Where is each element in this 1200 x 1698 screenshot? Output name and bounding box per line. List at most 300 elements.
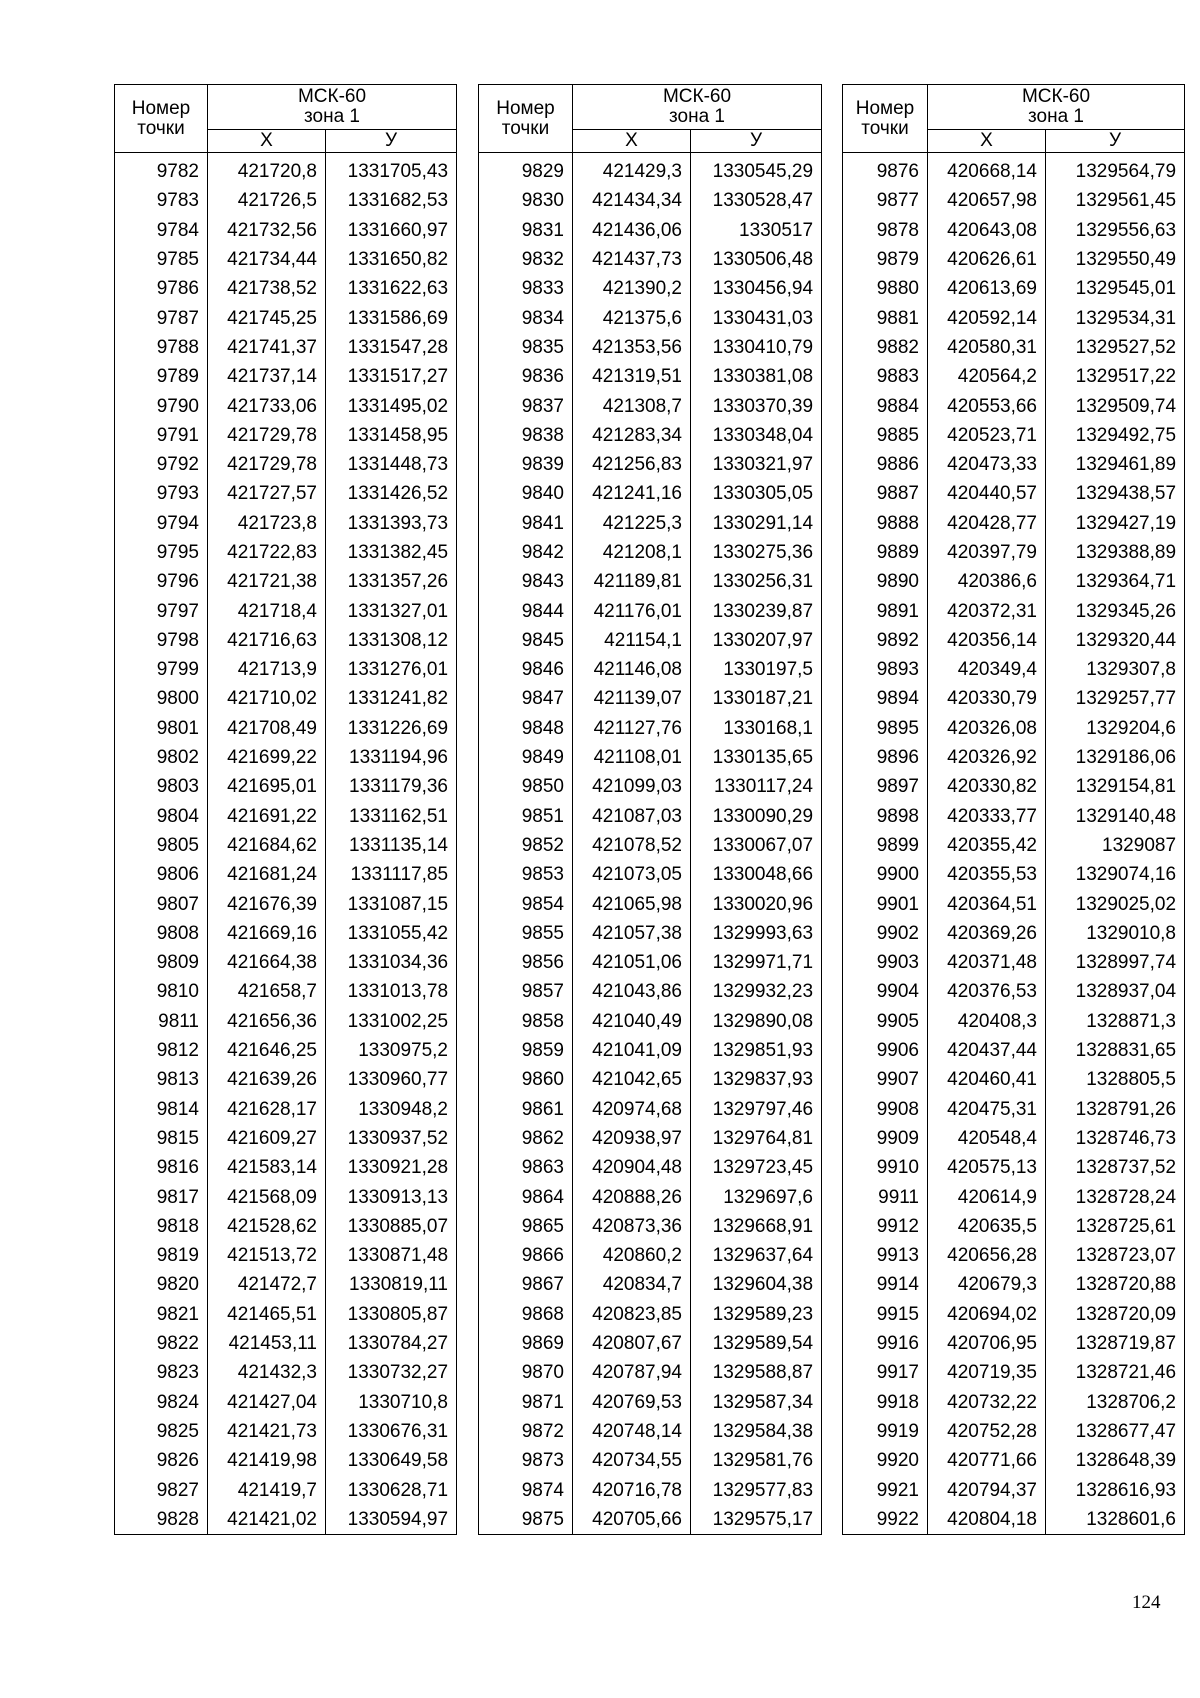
- x-coordinate-cell: 421099,03: [573, 772, 691, 801]
- x-coordinate-cell: 421051,06: [573, 948, 691, 977]
- coordinate-system-name: МСК-60: [1021, 86, 1091, 107]
- point-number-cell: 9902: [843, 919, 928, 948]
- y-coordinate-cell: 1331226,69: [326, 714, 457, 743]
- y-coordinate-cell: 1329584,38: [691, 1417, 822, 1446]
- y-coordinate-cell: 1331276,01: [326, 655, 457, 684]
- point-number-cell: 9807: [115, 889, 208, 918]
- y-header: У: [1046, 130, 1185, 153]
- point-number-header: Номер точки: [479, 85, 573, 153]
- y-coordinate-cell: 1329025,02: [1046, 889, 1185, 918]
- table-row: [115, 860, 457, 889]
- x-coordinate-cell: 420668,14: [928, 157, 1046, 186]
- table-row: [479, 596, 822, 625]
- y-coordinate-cell: 1331194,96: [326, 743, 457, 772]
- point-number-header: Номер точки: [843, 85, 928, 153]
- table-row: [115, 1329, 457, 1358]
- x-coordinate-cell: 421513,72: [208, 1241, 326, 1270]
- point-number-cell: 9912: [843, 1212, 928, 1241]
- table-row: [843, 596, 1185, 625]
- table-row: [843, 714, 1185, 743]
- x-coordinate-cell: 420349,4: [928, 655, 1046, 684]
- point-number-cell: 9898: [843, 802, 928, 831]
- point-number-cell: 9906: [843, 1036, 928, 1065]
- y-coordinate-cell: 1329723,45: [691, 1153, 822, 1182]
- point-number-cell: 9890: [843, 567, 928, 596]
- table-row: [479, 714, 822, 743]
- table-row: [479, 333, 822, 362]
- y-coordinate-cell: 1330913,13: [326, 1182, 457, 1211]
- y-coordinate-cell: 1330960,77: [326, 1065, 457, 1094]
- point-number-cell: 9913: [843, 1241, 928, 1270]
- x-coordinate-cell: 421699,22: [208, 743, 326, 772]
- point-number-header: Номер точки: [115, 85, 208, 153]
- x-coordinate-cell: 420408,3: [928, 1007, 1046, 1036]
- table-row: [479, 1505, 822, 1535]
- table-row: [115, 1212, 457, 1241]
- y-coordinate-cell: 1331308,12: [326, 626, 457, 655]
- y-coordinate-cell: 1331660,97: [326, 216, 457, 245]
- table-row: [115, 1095, 457, 1124]
- y-coordinate-cell: 1330370,39: [691, 391, 822, 420]
- y-coordinate-cell: 1331426,52: [326, 479, 457, 508]
- point-number-cell: 9862: [479, 1124, 573, 1153]
- x-coordinate-cell: 421676,39: [208, 889, 326, 918]
- table-row: [843, 362, 1185, 391]
- x-coordinate-cell: 421722,83: [208, 538, 326, 567]
- table-row: [479, 1153, 822, 1182]
- table-row: [479, 1446, 822, 1475]
- x-coordinate-cell: 421225,3: [573, 509, 691, 538]
- x-coordinate-cell: 421139,07: [573, 684, 691, 713]
- y-coordinate-cell: 1328601,6: [1046, 1505, 1185, 1535]
- point-number-cell: 9876: [843, 157, 928, 186]
- point-number-cell: 9897: [843, 772, 928, 801]
- table-row: [115, 889, 457, 918]
- point-number-cell: 9806: [115, 860, 208, 889]
- point-number-cell: 9873: [479, 1446, 573, 1475]
- point-number-cell: 9903: [843, 948, 928, 977]
- x-coordinate-cell: 421727,57: [208, 479, 326, 508]
- table-row: [115, 157, 457, 186]
- point-number-cell: 9885: [843, 421, 928, 450]
- y-coordinate-cell: 1329087: [1046, 831, 1185, 860]
- y-coordinate-cell: 1330020,96: [691, 889, 822, 918]
- point-number-cell: 9782: [115, 157, 208, 186]
- x-coordinate-cell: 421664,38: [208, 948, 326, 977]
- table-row: [479, 1182, 822, 1211]
- table-row: [843, 538, 1185, 567]
- x-coordinate-cell: 420386,6: [928, 567, 1046, 596]
- point-number-cell: 9824: [115, 1387, 208, 1416]
- point-number-cell: 9795: [115, 538, 208, 567]
- x-coordinate-cell: 421073,05: [573, 860, 691, 889]
- x-coordinate-cell: 421729,78: [208, 450, 326, 479]
- x-coordinate-cell: 420804,18: [928, 1505, 1046, 1535]
- table-row: [479, 1095, 822, 1124]
- table-row: [115, 274, 457, 303]
- x-coordinate-cell: 421695,01: [208, 772, 326, 801]
- point-number-cell: 9810: [115, 977, 208, 1006]
- y-coordinate-cell: 1330517: [691, 216, 822, 245]
- point-number-cell: 9915: [843, 1300, 928, 1329]
- x-coordinate-cell: 421353,56: [573, 333, 691, 362]
- x-coordinate-cell: 420626,61: [928, 245, 1046, 274]
- y-coordinate-cell: 1330456,94: [691, 274, 822, 303]
- point-number-cell: 9841: [479, 509, 573, 538]
- table-row: [115, 743, 457, 772]
- table-row: [843, 303, 1185, 332]
- x-coordinate-cell: 421465,51: [208, 1300, 326, 1329]
- x-coordinate-cell: 421628,17: [208, 1095, 326, 1124]
- y-coordinate-cell: 1330710,8: [326, 1387, 457, 1416]
- point-number-cell: 9811: [115, 1007, 208, 1036]
- point-number-cell: 9863: [479, 1153, 573, 1182]
- table-row: [479, 567, 822, 596]
- x-coordinate-cell: 421421,73: [208, 1417, 326, 1446]
- x-coordinate-cell: 420575,13: [928, 1153, 1046, 1182]
- x-coordinate-cell: 421390,2: [573, 274, 691, 303]
- x-coordinate-cell: 420752,28: [928, 1417, 1046, 1446]
- point-number-cell: 9855: [479, 919, 573, 948]
- table-row: [843, 919, 1185, 948]
- table-row: [115, 1387, 457, 1416]
- table-row: [843, 186, 1185, 215]
- table-row: [479, 684, 822, 713]
- table-row: [115, 1475, 457, 1504]
- table-row: [115, 1300, 457, 1329]
- y-coordinate-cell: 1330628,71: [326, 1475, 457, 1504]
- x-coordinate-cell: 420706,95: [928, 1329, 1046, 1358]
- point-number-cell: 9918: [843, 1387, 928, 1416]
- table-row: [115, 1505, 457, 1535]
- point-number-cell: 9847: [479, 684, 573, 713]
- y-coordinate-cell: 1329257,77: [1046, 684, 1185, 713]
- y-coordinate-cell: 1329461,89: [1046, 450, 1185, 479]
- y-coordinate-cell: 1329575,17: [691, 1505, 822, 1535]
- x-coordinate-cell: 421669,16: [208, 919, 326, 948]
- x-coordinate-cell: 420748,14: [573, 1417, 691, 1446]
- y-coordinate-cell: 1329637,64: [691, 1241, 822, 1270]
- x-coordinate-cell: 421732,56: [208, 216, 326, 245]
- y-coordinate-cell: 1329764,81: [691, 1124, 822, 1153]
- table-row: [115, 1241, 457, 1270]
- table-row: [115, 1417, 457, 1446]
- table-row: [843, 802, 1185, 831]
- y-coordinate-cell: 1331013,78: [326, 977, 457, 1006]
- table-body: [115, 157, 457, 1534]
- y-coordinate-cell: 1328728,24: [1046, 1182, 1185, 1211]
- x-coordinate-cell: 421043,86: [573, 977, 691, 1006]
- x-coordinate-cell: 421741,37: [208, 333, 326, 362]
- table-row: [115, 772, 457, 801]
- y-coordinate-cell: 1330187,21: [691, 684, 822, 713]
- table-row: [479, 1329, 822, 1358]
- table-row: [115, 509, 457, 538]
- point-number-cell: 9789: [115, 362, 208, 391]
- y-coordinate-cell: 1329545,01: [1046, 274, 1185, 303]
- x-coordinate-cell: 421658,7: [208, 977, 326, 1006]
- x-coordinate-cell: 421745,25: [208, 303, 326, 332]
- point-number-cell: 9908: [843, 1095, 928, 1124]
- point-number-cell: 9904: [843, 977, 928, 1006]
- x-coordinate-cell: 420823,85: [573, 1300, 691, 1329]
- x-coordinate-cell: 420326,92: [928, 743, 1046, 772]
- y-coordinate-cell: 1329588,87: [691, 1358, 822, 1387]
- table-row: [843, 626, 1185, 655]
- point-number-cell: 9840: [479, 479, 573, 508]
- table-row: [843, 1095, 1185, 1124]
- x-coordinate-cell: 421256,83: [573, 450, 691, 479]
- point-number-cell: 9842: [479, 538, 573, 567]
- x-coordinate-cell: 420657,98: [928, 186, 1046, 215]
- table-row: [479, 1475, 822, 1504]
- table-row: [479, 772, 822, 801]
- point-number-cell: 9909: [843, 1124, 928, 1153]
- table-row: [115, 567, 457, 596]
- y-coordinate-cell: 1330135,65: [691, 743, 822, 772]
- x-coordinate-cell: 420356,14: [928, 626, 1046, 655]
- y-coordinate-cell: 1330117,24: [691, 772, 822, 801]
- point-number-cell: 9911: [843, 1182, 928, 1211]
- y-coordinate-cell: 1329561,45: [1046, 186, 1185, 215]
- table-body: [843, 157, 1185, 1534]
- y-coordinate-cell: 1331705,43: [326, 157, 457, 186]
- y-coordinate-cell: 1330506,48: [691, 245, 822, 274]
- table-row: [479, 538, 822, 567]
- point-number-cell: 9836: [479, 362, 573, 391]
- point-number-cell: 9802: [115, 743, 208, 772]
- point-number-cell: 9801: [115, 714, 208, 743]
- x-coordinate-cell: 420355,53: [928, 860, 1046, 889]
- y-coordinate-cell: 1330168,1: [691, 714, 822, 743]
- point-number-cell: 9792: [115, 450, 208, 479]
- point-number-cell: 9921: [843, 1475, 928, 1504]
- point-number-cell: 9867: [479, 1270, 573, 1299]
- point-number-cell: 9834: [479, 303, 573, 332]
- y-coordinate-cell: 1331622,63: [326, 274, 457, 303]
- point-number-cell: 9881: [843, 303, 928, 332]
- table-row: [843, 684, 1185, 713]
- point-number-cell: 9843: [479, 567, 573, 596]
- y-coordinate-cell: 1329890,08: [691, 1007, 822, 1036]
- x-coordinate-cell: 420371,48: [928, 948, 1046, 977]
- y-coordinate-cell: 1330067,07: [691, 831, 822, 860]
- point-number-cell: 9826: [115, 1446, 208, 1475]
- table-row: [115, 1270, 457, 1299]
- table-row: [843, 1153, 1185, 1182]
- point-number-cell: 9916: [843, 1329, 928, 1358]
- point-number-cell: 9861: [479, 1095, 573, 1124]
- x-coordinate-cell: 420428,77: [928, 509, 1046, 538]
- y-coordinate-cell: 1330885,07: [326, 1212, 457, 1241]
- table-row: [479, 889, 822, 918]
- point-number-cell: 9884: [843, 391, 928, 420]
- x-coordinate-cell: 420860,2: [573, 1241, 691, 1270]
- y-coordinate-cell: 1331117,85: [326, 860, 457, 889]
- x-coordinate-cell: 421583,14: [208, 1153, 326, 1182]
- table-row: [479, 977, 822, 1006]
- y-coordinate-cell: 1329307,8: [1046, 655, 1185, 684]
- y-coordinate-cell: 1329556,63: [1046, 216, 1185, 245]
- y-coordinate-cell: 1330784,27: [326, 1329, 457, 1358]
- point-number-cell: 9892: [843, 626, 928, 655]
- table-row: [479, 948, 822, 977]
- point-number-cell: 9899: [843, 831, 928, 860]
- table-row: [115, 186, 457, 215]
- x-coordinate-cell: 420904,48: [573, 1153, 691, 1182]
- table-row: [115, 596, 457, 625]
- y-coordinate-cell: 1328805,5: [1046, 1065, 1185, 1094]
- point-number-cell: 9901: [843, 889, 928, 918]
- x-coordinate-cell: 421710,02: [208, 684, 326, 713]
- y-coordinate-cell: 1331547,28: [326, 333, 457, 362]
- x-coordinate-cell: 421656,36: [208, 1007, 326, 1036]
- y-coordinate-cell: 1331135,14: [326, 831, 457, 860]
- y-coordinate-cell: 1330594,97: [326, 1505, 457, 1535]
- point-number-cell: 9793: [115, 479, 208, 508]
- table-row: [479, 1065, 822, 1094]
- y-coordinate-cell: 1329186,06: [1046, 743, 1185, 772]
- table-row: [479, 1241, 822, 1270]
- table-row: [479, 479, 822, 508]
- table-row: [843, 948, 1185, 977]
- point-number-cell: 9880: [843, 274, 928, 303]
- point-number-cell: 9809: [115, 948, 208, 977]
- y-coordinate-cell: 1331382,45: [326, 538, 457, 567]
- table-row: [843, 1329, 1185, 1358]
- y-coordinate-cell: 1330256,31: [691, 567, 822, 596]
- table-row: [479, 743, 822, 772]
- x-coordinate-cell: 420974,68: [573, 1095, 691, 1124]
- point-number-cell: 9819: [115, 1241, 208, 1270]
- point-number-cell: 9818: [115, 1212, 208, 1241]
- x-coordinate-cell: 420719,35: [928, 1358, 1046, 1387]
- table-row: [115, 714, 457, 743]
- table-row: [479, 1007, 822, 1036]
- table-row: [479, 274, 822, 303]
- table-row: [115, 831, 457, 860]
- y-coordinate-cell: 1330381,08: [691, 362, 822, 391]
- point-number-cell: 9821: [115, 1300, 208, 1329]
- y-coordinate-cell: 1329074,16: [1046, 860, 1185, 889]
- y-coordinate-cell: 1328871,3: [1046, 1007, 1185, 1036]
- point-number-cell: 9813: [115, 1065, 208, 1094]
- y-coordinate-cell: 1331448,73: [326, 450, 457, 479]
- x-coordinate-cell: 421208,1: [573, 538, 691, 567]
- point-number-cell: 9849: [479, 743, 573, 772]
- x-coordinate-cell: 421146,08: [573, 655, 691, 684]
- point-number-cell: 9883: [843, 362, 928, 391]
- table-row: [115, 1182, 457, 1211]
- x-coordinate-cell: 420794,37: [928, 1475, 1046, 1504]
- x-coordinate-cell: 420330,79: [928, 684, 1046, 713]
- table-row: [115, 303, 457, 332]
- x-coordinate-cell: 420440,57: [928, 479, 1046, 508]
- point-number-cell: 9830: [479, 186, 573, 215]
- x-coordinate-cell: 420372,31: [928, 596, 1046, 625]
- y-coordinate-cell: 1330291,14: [691, 509, 822, 538]
- y-coordinate-cell: 1330819,11: [326, 1270, 457, 1299]
- y-coordinate-cell: 1330937,52: [326, 1124, 457, 1153]
- y-coordinate-cell: 1329204,6: [1046, 714, 1185, 743]
- table-row: [115, 216, 457, 245]
- y-coordinate-cell: 1331087,15: [326, 889, 457, 918]
- y-coordinate-cell: 1331357,26: [326, 567, 457, 596]
- y-coordinate-cell: 1329971,71: [691, 948, 822, 977]
- table-row: [115, 362, 457, 391]
- table-row: [479, 450, 822, 479]
- table-row: [843, 216, 1185, 245]
- point-number-cell: 9839: [479, 450, 573, 479]
- table-row: [479, 1358, 822, 1387]
- y-coordinate-cell: 1328791,26: [1046, 1095, 1185, 1124]
- x-coordinate-cell: 420834,7: [573, 1270, 691, 1299]
- x-coordinate-cell: 421434,34: [573, 186, 691, 215]
- point-number-cell: 9922: [843, 1505, 928, 1535]
- table-row: [115, 684, 457, 713]
- table-row: [115, 245, 457, 274]
- point-number-cell: 9872: [479, 1417, 573, 1446]
- point-number-cell: 9786: [115, 274, 208, 303]
- y-coordinate-cell: 1329837,93: [691, 1065, 822, 1094]
- point-number-cell: 9859: [479, 1036, 573, 1065]
- x-coordinate-cell: 420613,69: [928, 274, 1046, 303]
- coordinate-zone: зона 1: [304, 106, 360, 127]
- point-number-cell: 9846: [479, 655, 573, 684]
- table-row: [115, 1036, 457, 1065]
- point-number-cell: 9823: [115, 1358, 208, 1387]
- y-coordinate-cell: 1328720,88: [1046, 1270, 1185, 1299]
- y-coordinate-cell: 1329697,6: [691, 1182, 822, 1211]
- table-row: [843, 421, 1185, 450]
- point-number-cell: 9870: [479, 1358, 573, 1387]
- table-row: [843, 1007, 1185, 1036]
- x-coordinate-cell: 421375,6: [573, 303, 691, 332]
- coordinate-system-header: [928, 85, 1185, 130]
- point-number-cell: 9886: [843, 450, 928, 479]
- point-number-cell: 9833: [479, 274, 573, 303]
- point-number-cell: 9879: [843, 245, 928, 274]
- x-coordinate-cell: 421419,7: [208, 1475, 326, 1504]
- y-coordinate-cell: 1331034,36: [326, 948, 457, 977]
- y-coordinate-cell: 1329509,74: [1046, 391, 1185, 420]
- x-coordinate-cell: 420376,53: [928, 977, 1046, 1006]
- x-coordinate-cell: 420807,67: [573, 1329, 691, 1358]
- y-coordinate-cell: 1329581,76: [691, 1446, 822, 1475]
- point-number-cell: 9835: [479, 333, 573, 362]
- coordinate-zone: зона 1: [1028, 106, 1084, 127]
- table-row: [843, 889, 1185, 918]
- x-coordinate-cell: 420523,71: [928, 421, 1046, 450]
- x-coordinate-cell: 421733,06: [208, 391, 326, 420]
- table-row: [115, 421, 457, 450]
- x-header: Х: [928, 130, 1046, 153]
- point-number-cell: 9856: [479, 948, 573, 977]
- y-coordinate-cell: 1329517,22: [1046, 362, 1185, 391]
- table-row: [843, 1300, 1185, 1329]
- table-row: [843, 743, 1185, 772]
- x-coordinate-cell: 420580,31: [928, 333, 1046, 362]
- y-coordinate-cell: 1329010,8: [1046, 919, 1185, 948]
- point-number-cell: 9850: [479, 772, 573, 801]
- y-coordinate-cell: 1329438,57: [1046, 479, 1185, 508]
- page-number: 124: [1132, 1592, 1161, 1613]
- x-coordinate-cell: 421708,49: [208, 714, 326, 743]
- x-coordinate-cell: 421087,03: [573, 802, 691, 831]
- point-number-cell: 9814: [115, 1095, 208, 1124]
- y-coordinate-cell: 1329797,46: [691, 1095, 822, 1124]
- x-coordinate-cell: 421684,62: [208, 831, 326, 860]
